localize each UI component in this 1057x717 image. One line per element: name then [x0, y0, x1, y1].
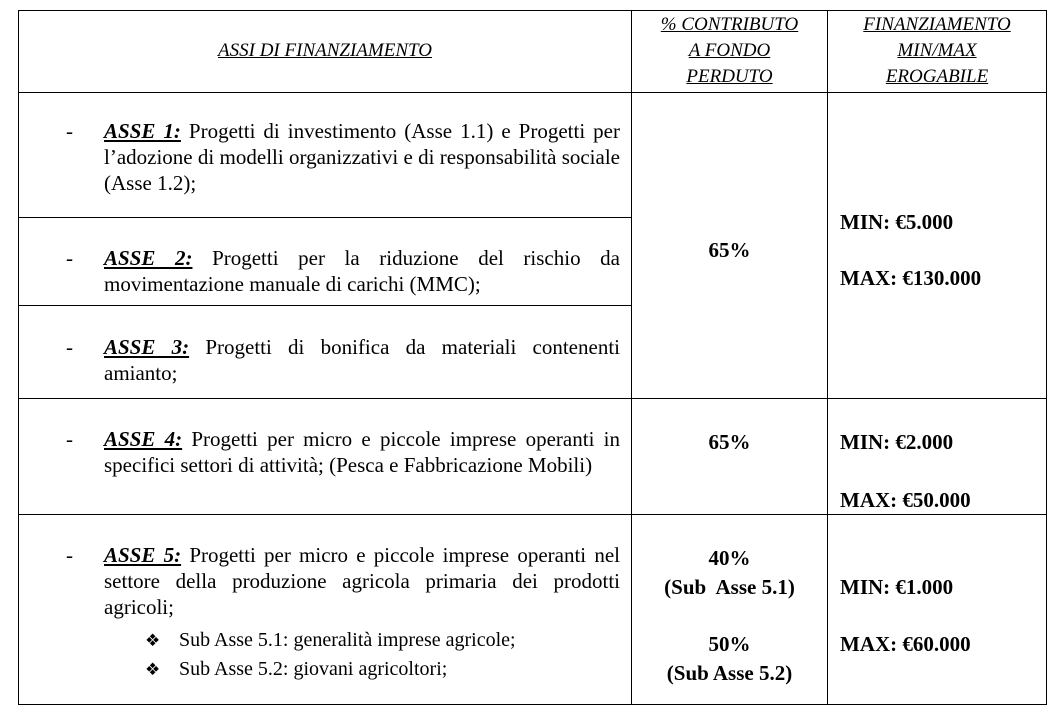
asse1-dash: - — [66, 119, 73, 143]
asse4-label: ASSE 4: — [104, 427, 183, 451]
asse5-description — [104, 542, 620, 620]
header-finanziamento-line1: FINANZIAMENTO — [863, 14, 1011, 35]
asse3-description — [104, 334, 620, 386]
group1-max: MAX: €130.000 — [840, 266, 982, 290]
asse1-description — [104, 118, 620, 196]
asse5-percent2-note: (Sub Asse 5.2) — [666, 661, 793, 685]
asse2-label: ASSE 2: — [104, 246, 193, 270]
table-border-left — [18, 10, 19, 705]
asse1-label: ASSE 1: — [104, 119, 181, 143]
asse1-text: Progetti di investimento (Asse 1.1) e Progetti per l’adozione di modelli organizzativi e di responsabilità sociale (Asse 1.2); — [104, 119, 620, 195]
asse5-label: ASSE 5: — [104, 543, 182, 567]
asse5-sub1-text: Sub Asse 5.1: generalità imprese agricole; — [179, 629, 516, 651]
table-border-right — [1046, 10, 1047, 705]
table-border-top — [18, 10, 1047, 11]
asse4-min: MIN: €2.000 — [840, 430, 954, 454]
group1-bottom-rule — [18, 398, 1047, 399]
asse5-sub2-text: Sub Asse 5.2: giovani agricoltori; — [179, 658, 448, 680]
column-divider-2 — [827, 10, 828, 705]
header-finanziamento-line3: EROGABILE — [885, 66, 989, 87]
asse4-text: Progetti per micro e piccole imprese operanti in specifici settori di attività; (Pesca e Fabbricazione Mobili) — [104, 427, 620, 477]
asse5-min: MIN: €1.000 — [840, 575, 954, 599]
row4-bottom-rule — [18, 514, 1047, 515]
header-contributo — [632, 12, 827, 90]
asse3-label: ASSE 3: — [104, 335, 190, 359]
group1-percent: 65% — [708, 238, 751, 262]
header-finanziamento — [828, 12, 1046, 90]
header-contributo-line3: PERDUTO — [686, 66, 773, 87]
table-border-bottom — [18, 704, 1047, 705]
row1-bottom-rule — [18, 217, 631, 218]
asse5-dash: - — [66, 543, 73, 567]
header-contributo-line1: % CONTRIBUTO — [660, 14, 799, 35]
group1-min: MIN: €5.000 — [840, 210, 954, 234]
asse5-percent2: 50% — [708, 632, 751, 656]
header-finanziamento-line2: MIN/MAX — [897, 40, 977, 61]
diamond-bullet-icon: ❖ — [145, 631, 161, 650]
asse4-description — [104, 426, 620, 478]
asse2-text: Progetti per la riduzione del rischio da movimentazione manuale di carichi (MMC); — [104, 246, 621, 296]
asse3-dash: - — [66, 335, 73, 359]
diamond-bullet-icon: ❖ — [145, 660, 161, 679]
header-bottom-rule — [18, 92, 1047, 93]
asse5-max: MAX: €60.000 — [840, 632, 971, 656]
asse4-max: MAX: €50.000 — [840, 488, 971, 512]
asse3-text: Progetti di bonifica da materiali contenenti amianto; — [104, 335, 620, 385]
asse5-sub2 — [145, 656, 447, 683]
asse2-dash: - — [66, 246, 73, 270]
row2-bottom-rule — [18, 305, 631, 306]
asse5-percent1-note: (Sub Asse 5.1) — [664, 575, 795, 599]
asse4-dash: - — [66, 427, 73, 451]
asse4-percent: 65% — [708, 430, 751, 454]
header-assi — [19, 38, 631, 64]
header-contributo-line2: A FONDO — [688, 40, 771, 61]
asse5-percent1: 40% — [708, 546, 751, 570]
asse5-text: Progetti per micro e piccole imprese operanti nel settore della produzione agricola primaria dei prodotti agricoli; — [104, 543, 621, 619]
header-assi-text: ASSI DI FINANZIAMENTO — [218, 40, 432, 61]
asse2-description — [104, 245, 620, 297]
asse5-sub1 — [145, 627, 516, 654]
